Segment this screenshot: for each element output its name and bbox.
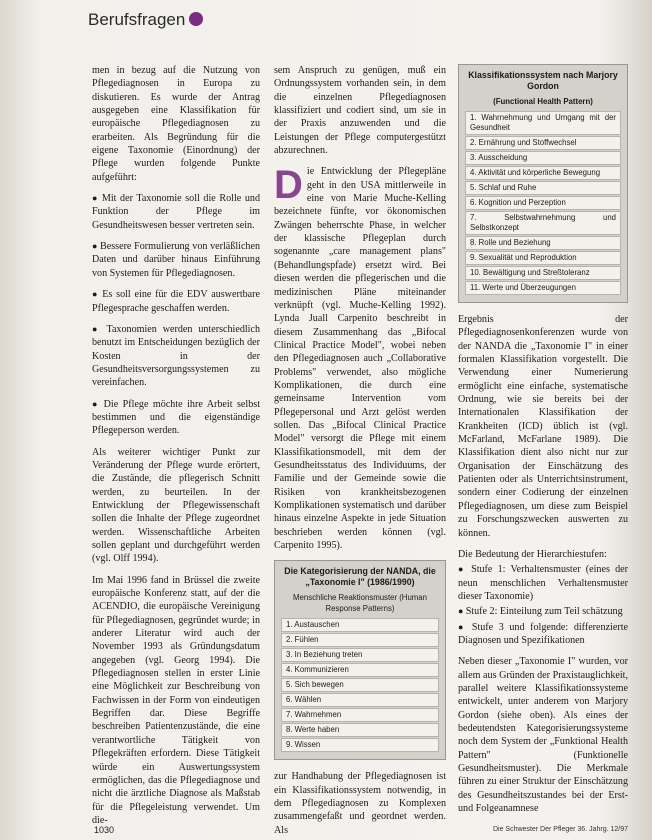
list-item: 11. Werte und Überzeugungen [465,281,621,295]
column-2 [274,64,446,840]
bullet-item: ● Taxonomien werden unterschiedlich benutzt im Entscheidungen bezüglich der Kosten in der Gesundheitsversorgungssystemen zu vereinfachen. [92,323,260,390]
list-item: 1. Austauschen [281,618,439,632]
bullet-item: ● Bessere Formulierung von verläßlichen Daten und darüber hinaus Einführung von Systemen für Pflegediagnosen. [92,240,260,280]
list-item: 4. Kommunizieren [281,663,439,677]
purple-dot-icon [189,12,203,26]
list-item: 7. Selbstwahrnehmung und Selbstkonzept [465,211,621,235]
column-3 [458,64,628,823]
list-item: 7. Wahrnehmen [281,708,439,722]
column-1 [92,64,260,835]
paragraph-text: ie Entwicklung der Pflegepläne geht in den USA mittlerweile in eine von Marie Muche-Kelling bezeichnete fünfte, vor ökonomischen Zwängen beherrschte Phase, in welcher der klassische Pflegeplan durch sogenannte „care management plans" (Behandlungspfade) ersetzt wird. Bei diesen werden die pflegerischen und die medizinischen Pläne miteinander verknüpft (vgl. Muche-Kelling 1992). Lynda Juall Carpenito beschreibt in diesem Zusammenhang das „Bifocal Clinical Practice Model", wobei neben den Pflegediagnosen auch „Collaborative Problems" verwendet, also mögliche Komplikationen, die durch eine gemeinsame Intervention vom Pflegepersonal und Arzt gelöst werden sollen. Das „Bifocal Clinical Practice Model" versorgt die Pflege mit einem Klassifikationsmodell, mit dem der Gesundheitsstatus des Individuums, der Familie und der Gemeinde sowie die Risiken von krankheitsbezogenen Komplikationen systematisch und darüber hinaus einzelne Aspekte in jede Situation beschrieben werden können (vgl. Carpenito 1995). [274,166,446,552]
list-item: 9. Sexualität und Reproduktion [465,251,621,265]
list-item: 6. Wählen [281,693,439,707]
bullet-item: ● Stufe 3 und folgende: differenzierte Diagnosen und Spezifikationen [458,621,628,648]
list-item: 3. Ausscheidung [465,151,621,165]
gordon-classification-box [458,64,628,303]
paragraph: sem Anspruch zu genügen, muß ein Ordnungssystem vorhanden sein, in dem die einzelnen Pflegediagnosen klassifiziert und codiert sind, um sie in der Praxis anzuwenden und die Leistungen der Pflege computergestützt abzurechnen. [274,65,446,157]
list-item: 2. Ernährung und Stoffwechsel [465,136,621,150]
bullet-item: ● Stufe 1: Verhaltensmuster (eines der neun menschlichen Verhaltensmuster dieser Taxonomie) [458,563,628,603]
bullet-item: ● Stufe 2: Einteilung zum Teil schätzung [458,605,628,618]
box-title: Klassifikationssystem nach Marjory Gordon [468,70,618,91]
list-item: 10. Bewältigung und Streßtoleranz [465,266,621,280]
box-subtitle: (Functional Health Pattern) [493,97,593,106]
paragraph: Im Mai 1996 fand in Brüssel die zweite europäische Konferenz statt, auf der die ACENDIO, die europäische Vereinigung für Pflegediagnosen, gegründet wurde; in anderer Literatur wird auch der November 1993 als Gründungsdatum angegeben (vgl. Georg 1994). Die Pflegediagnosen stellen in erster Linie eine Möglichkeit zur Beschreibung von Fachwissen in der Form von eindeutigen Begriffen dar. Diese Begriffe beschreiben Patientenzustände, die eine verantwortliche Tätigkeit von Pflegekräften erfordern. Diese Tätigkeit würde ein Auswertungssystem ermöglichen, das die Pflegediagnose und nicht die ärztliche Diagnose als Maßstab für die Pflegeleistung verwendet. Um die- [92,574,260,826]
box-subtitle: Menschliche Reaktionsmuster (Human Response Patterns) [293,593,427,614]
nanda-list [281,618,439,752]
list-item: 2. Fühlen [281,633,439,647]
paragraph: Ergebnis der Pflegediagnosenkonferenzen wurde von der NANDA die „Taxonomie I" in einer formalen Klassifikation vorgestellt. Die Verwendung einer Numerierung ermöglicht eine einfache, systematische Ordnung, wie sie bereits bei der Internationalen Klassifikation der Krankheiten (ICD) üblich ist (vgl. McFarland, McFarlane 1989). Die Klassifikation dient also nicht nur zur Organisation der Einschätzung des Patienten oder als Unterrichtsinstrument, sondern einer Codierung der einzelnen Pflegediagnosen, um diese zum Beispiel zu Forschungszwecken auswerten zu können. [458,314,628,539]
list-item: 6. Kognition und Perzeption [465,196,621,210]
list-item: 5. Schlaf und Ruhe [465,181,621,195]
paragraph: men in bezug auf die Nutzung von Pflegediagnosen in Europa zu diskutieren. Es wurde der Antrag ausgegeben eine Klassifikation für europäische Pflegediagnosen zu erarbeiten. Als Begründung für die eigene Taxonomie (Einordnung) der Pflege wurden folgende Punkte aufgeführt: [92,65,260,183]
drop-cap: D [274,163,303,208]
bullet-item: ● Mit der Taxonomie soll die Rolle und Funktion der Pflege im Gesundheitswesen besser vertreten sein. [92,192,260,232]
journal-reference: Die Schwester Der Pfleger 36. Jahrg. 12/97 [492,826,628,833]
paragraph: Die Bedeutung der Hierarchiestufen: [458,548,607,560]
section-title: Berufsfragen [88,10,186,29]
list-item: 9. Wissen [281,738,439,752]
paragraph: Neben dieser „Taxonomie I" wurden, vor allem aus Gründen der Praxistauglichkeit, parallel weitere Klassifikationssysteme entwickelt, unter anderem von Marjory Gordon (siehe oben). Als eines der bedeutendsten Kategorisierungssysteme noch dem System der „Funktional Health Pattern" (Funktionelle Gesundheitsmuster). Die Merkmale führen zu einer Struktur der Einschätzung des Gesundheitszustandes bei der Erst- und Folgeanamnese [458,656,628,815]
section-header [88,10,203,30]
box-title: Die Kategorisierung der NANDA, die „Taxonomie I" (1986/1990) [284,566,436,588]
bullet-item: ● Es soll eine für die EDV auswertbare Pflegesprache geschaffen werden. [92,288,260,315]
paragraph: Als weiterer wichtiger Punkt zur Veränderung der Pflege wurde erörtert, die Zustände, die pflegerisch Schnitt werden, zu beurteilen. In der Entwicklung der Pflegewissenschaft sollen die Inhalte der Pflege zugeordnet werden. Wissenschaftliche Arbeiten sollen geplant und durchgeführt werden (vgl. Olff 1994). [92,446,260,565]
list-item: 8. Rolle und Beziehung [465,236,621,250]
gordon-list [465,111,621,295]
list-item: 8. Werte haben [281,723,439,737]
bullet-item: ● Die Pflege möchte ihre Arbeit selbst bestimmen und die eigenständige Pflegeperson werden. [92,398,260,438]
paragraph: zur Handhabung der Pflegediagnosen ist ein Klassifikationssystem notwendig, in dem Pflegediagnosen zu Komplexen zusammengefaßt und geordnet werden. Als [274,771,446,836]
page-number: 1030 [94,825,115,835]
nanda-taxonomy-box [274,560,446,760]
list-item: 4. Aktivität und körperliche Bewegung [465,166,621,180]
list-item: 1. Wahrnehmung und Umgang mit der Gesundheit [465,111,621,135]
list-item: 3. In Beziehung treten [281,648,439,662]
paragraph-with-dropcap [274,165,446,552]
list-item: 5. Sich bewegen [281,678,439,692]
